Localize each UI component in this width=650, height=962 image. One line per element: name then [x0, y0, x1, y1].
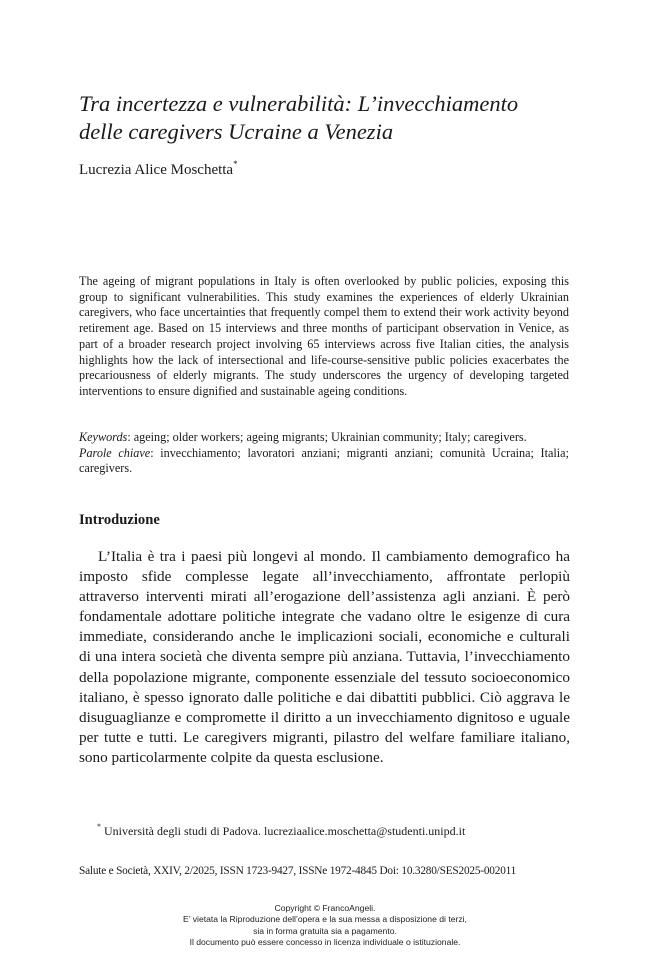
copyright-notice: [0, 903, 650, 948]
footnote-text: Università degli studi di Padova. lucreziaalice.moschetta@studenti.unipd.it: [104, 824, 466, 838]
author-name: Lucrezia Alice Moschetta: [79, 162, 234, 178]
keywords-text: : ageing; older workers; ageing migrants; Ukrainian community; Italy; caregivers.: [127, 430, 527, 444]
journal-citation: Salute e Società, XXIV, 2/2025, ISSN 1723-9427, ISSNe 1972-4845 Doi: 10.3280/SES2025-002011: [79, 865, 517, 877]
author-line: [79, 159, 238, 179]
keywords-block: [79, 430, 569, 477]
title-line-1: Tra incertezza e vulnerabilità: L’invecchiamento: [79, 91, 519, 116]
copyright-line-3: sia in forma gratuita sia a pagamento.: [253, 925, 397, 936]
article-title: [79, 90, 599, 146]
footnote-mark: *: [97, 822, 101, 831]
copyright-line-1: Copyright © FrancoAngeli.: [274, 903, 376, 913]
copyright-line-2: E’ vietata la Riproduzione dell’opera e la sua messa a disposizione di terzi,: [183, 914, 467, 925]
keywords-line: [79, 430, 569, 446]
parole-chiave-text: : invecchiamento; lavoratori anziani; migranti anziani; comunità Ucraina; Italia; caregivers.: [79, 445, 569, 476]
copyright-line-4: Il documento può essere concesso in licenza individuale o istituzionale.: [189, 936, 461, 947]
title-line-2: delle caregivers Ucraine a Venezia: [79, 119, 394, 144]
abstract: The ageing of migrant populations in Italy is often overlooked by public policies, exposing this group to significant vulnerabilities. This study examines the experiences of elderly Ukrainian caregivers, who face uncertainties that frequently compel them to extend their work activity beyond retirement age. Based on 15 interviews and three months of participant observation in Venice, as part of a broader research project involving 65 interviews across five Italian cities, the analysis highlights how the lack of intersectional and life-course-sensitive public policies exacerbates the precariousness of elderly migrants. The study underscores the urgency of developing targeted interventions to ensure dignified and sustainable ageing conditions.: [79, 274, 569, 398]
parole-chiave-line: [79, 446, 569, 477]
author-footnote-mark: *: [233, 159, 238, 169]
keywords-label: Keywords: [79, 430, 128, 444]
parole-chiave-label: Parole chiave: [79, 445, 151, 460]
footnote: [97, 824, 465, 839]
section-heading-introduzione: Introduzione: [79, 512, 160, 528]
intro-paragraph: L’Italia è tra i paesi più longevi al mondo. Il cambiamento demografico ha imposto sfide complesse legate all’invecchiamento, affrontate perlopiù attraverso interventi mirati all’erogazione dell’assistenza agli anziani. È però fondamentale adottare politiche integrate che vadano oltre le esigenze di cura immediate, considerando anche le implicazioni sociali, economiche e culturali di una intera società che diventa sempre più anziana. Tuttavia, l’invecchiamento della popolazione migrante, componente essenziale del tessuto socioeconomico italiano, è spesso ignorato dalle politiche e dai dibattiti pubblici. Ciò aggrava le disuguaglianze e compromette il diritto a un invecchiamento dignitoso e uguale per tutte e tutti. Le caregivers migranti, pilastro del welfare familiare italiano, sono particolarmente colpite da questa esclusione.: [79, 548, 570, 766]
